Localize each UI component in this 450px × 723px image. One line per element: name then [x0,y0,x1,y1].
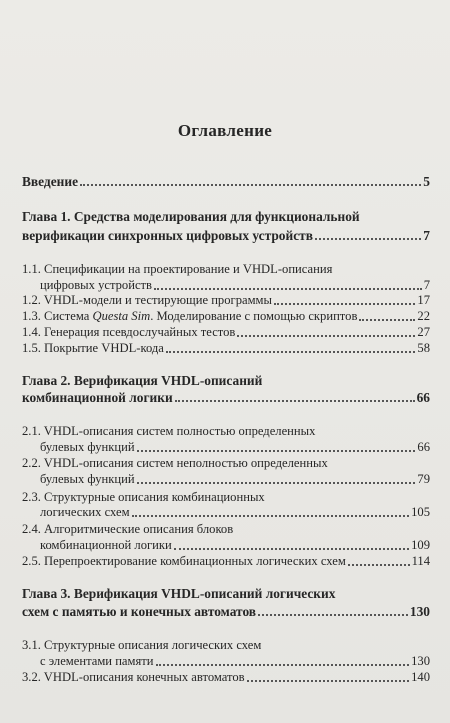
leader-dots [237,334,415,337]
leader-dots [154,287,422,290]
toc-chapter-1: верификации синхронных цифровых устройств 7 [22,228,430,243]
toc-chapter-2-line1: Глава 2. Верификация VHDL-описаний [22,373,263,388]
leader-dots [80,183,421,186]
toc-entry-2-4: комбинационной логики 109 [40,538,430,552]
leader-dots [315,237,421,240]
leader-dots [274,302,415,305]
leader-dots [348,563,410,566]
toc-entry-1-1: цифровых устройств 7 [40,278,430,292]
leader-dots [174,547,409,550]
toc-entry-1-3: 1.3. Система Questa Sim. Моделирование с помощью скриптов 22 [22,309,430,323]
toc-entry-2-3-line1: 2.3. Структурные описания комбинационных [22,490,265,504]
leader-dots [137,449,416,452]
toc-chapter-3-line1: Глава 3. Верификация VHDL-описаний логических [22,586,336,601]
toc-entry-1-1-line1: 1.1. Спецификации на проектирование и VHDL-описания [22,262,333,276]
toc-chapter-3: схем с памятью и конечных автоматов 130 [22,604,430,619]
leader-dots [156,663,410,666]
toc-entry-intro: Введение 5 [22,174,430,189]
leader-dots [359,318,415,321]
toc-entry-2-4-line1: 2.4. Алгоритмические описания блоков [22,522,234,536]
leader-dots [166,350,416,353]
toc-chapter-1-line1: Глава 1. Средства моделирования для функциональной [22,209,360,224]
toc-entry-3-1: с элементами памяти 130 [40,654,430,668]
toc-entry-3-1-line1: 3.1. Структурные описания логических схем [22,638,262,652]
toc-entry-3-2: 3.2. VHDL-описания конечных автоматов 140 [22,670,430,684]
toc-entry-1-4: 1.4. Генерация псевдослучайных тестов 27 [22,325,430,339]
toc-chapter-2: комбинационной логики 66 [22,390,430,405]
leader-dots [132,514,410,517]
toc-entry-2-3: логических схем 105 [40,505,430,519]
toc-entry-2-1: булевых функций 66 [40,440,430,454]
toc-entry-2-2: булевых функций 79 [40,472,430,486]
toc-entry-2-1-line1: 2.1. VHDL-описания систем полностью определенных [22,424,316,438]
page-title: Оглавление [177,121,273,140]
toc-entry-2-2-line1: 2.2. VHDL-описания систем неполностью определенных [22,456,328,470]
leader-dots [137,481,416,484]
toc-entry-2-5: 2.5. Перепроектирование комбинационных логических схем 114 [22,554,430,568]
leader-dots [258,613,408,616]
leader-dots [175,399,415,402]
toc-entry-1-5: 1.5. Покрытие VHDL-кода 58 [22,341,430,355]
leader-dots [247,679,409,682]
toc-entry-1-2: 1.2. VHDL-модели и тестирующие программы 17 [22,293,430,307]
